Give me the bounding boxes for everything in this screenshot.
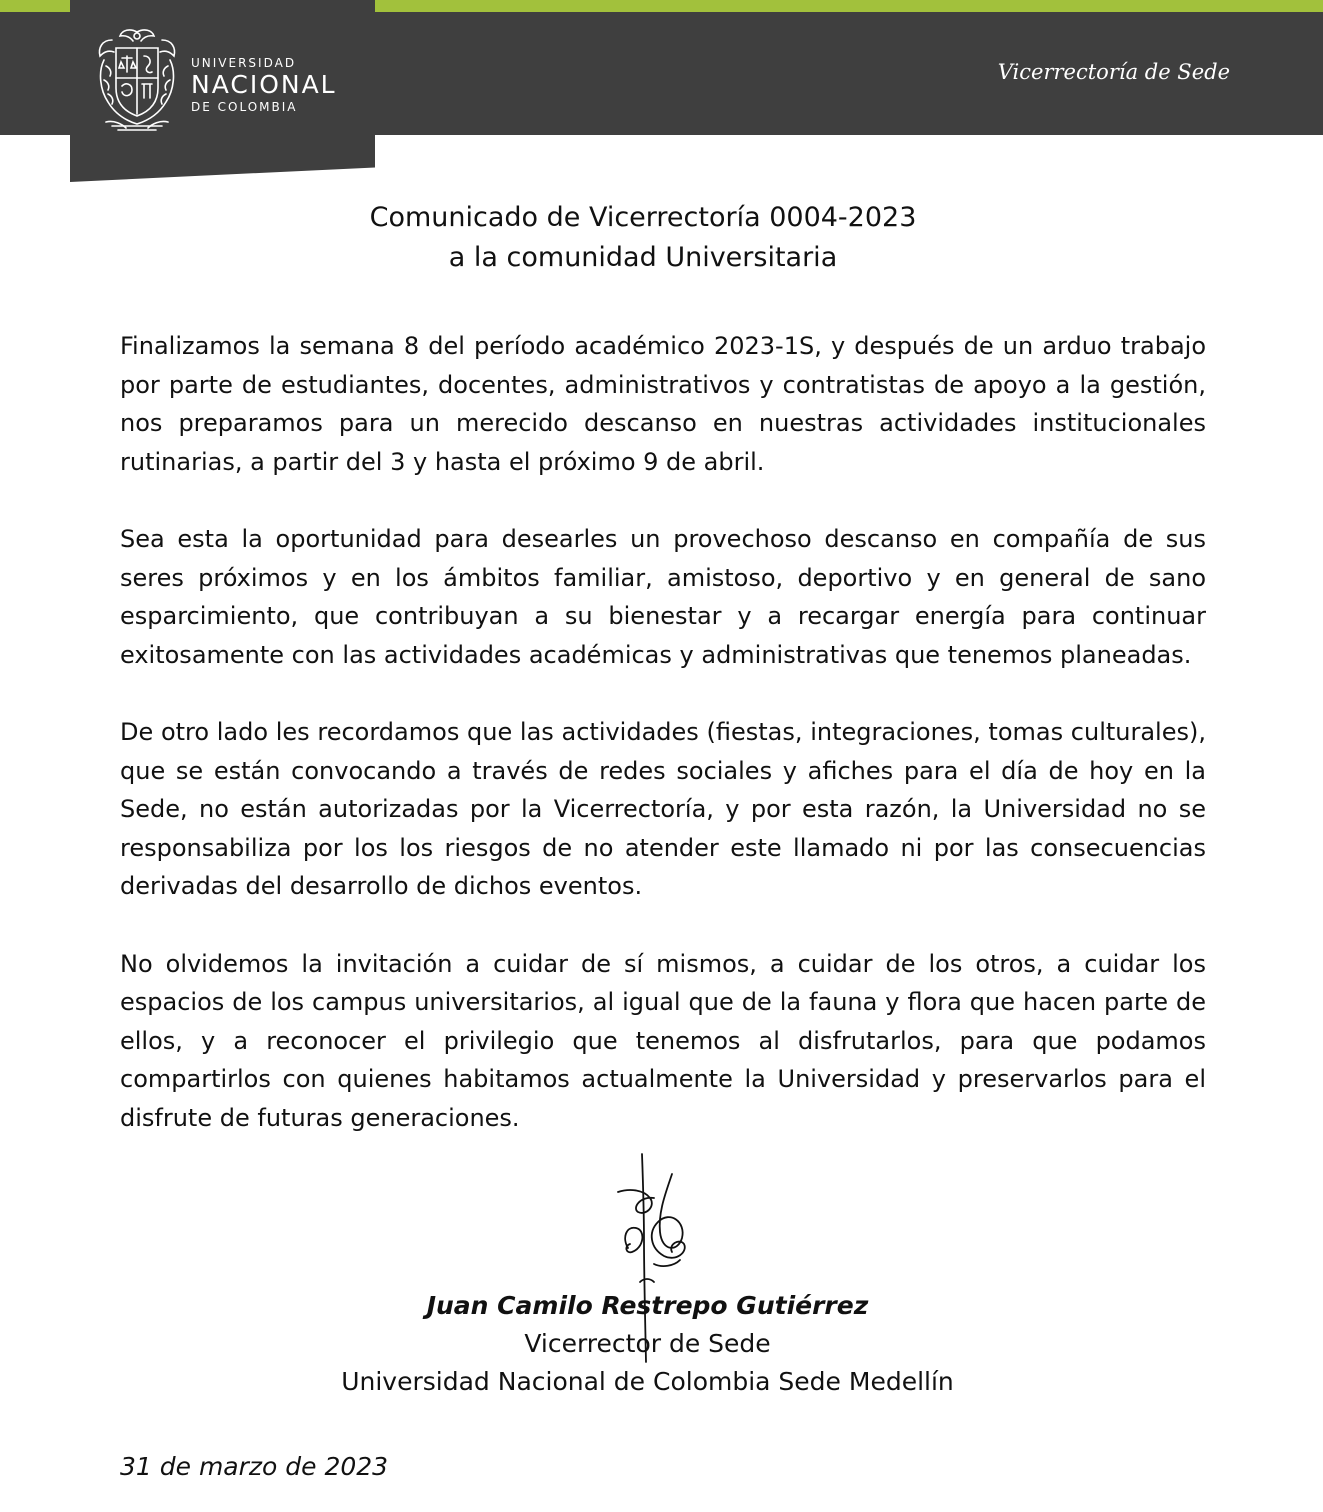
document-date: 31 de marzo de 2023 <box>120 1452 389 1481</box>
paragraph-4: No olvidemos la invitación a cuidar de sí mismos, a cuidar de los otros, a cuidar los espacios de los campus universitarios, al igual que de la fauna y flora que hacen parte de ellos, y a reconocer el privilegio que tenemos al disfrutarlos, para que podamos compartirlos con quienes habitamos actualmente la Universidad y preservarlos para el disfrute de futuras generaciones. <box>120 949 1206 1132</box>
university-crest-icon <box>92 26 182 138</box>
title-line-2: a la comunidad Universitaria <box>448 242 838 273</box>
signer-institution: Universidad Nacional de Colombia Sede Medellín <box>341 1367 954 1396</box>
logo-line-nacional: NACIONAL <box>191 70 337 99</box>
logo-line-colombia: DE COLOMBIA <box>191 100 298 114</box>
document-body <box>120 327 1206 1176</box>
signer-name: Juan Camilo Restrepo Gutiérrez <box>426 1291 869 1320</box>
logo-wordmark <box>191 55 337 115</box>
logo-line-university: UNIVERSIDAD <box>191 56 297 70</box>
signer-title: Vicerrector de Sede <box>524 1329 771 1358</box>
paragraph-2: Sea esta la oportunidad para desearles un provechoso descanso en compañía de sus seres próximos y en los ámbitos familiar, amistoso, deportivo y en general de sano esparcimiento, que contribuyan a su bienestar y a recargar energía para continuar exitosamente con las actividades académicas y administrativas que tenemos planeadas. <box>120 525 1206 669</box>
title-line-1: Comunicado de Vicerrectoría 0004-2023 <box>369 202 917 233</box>
unit-name: Vicerrectoría de Sede <box>997 60 1230 84</box>
signer-block <box>0 1287 1295 1401</box>
paragraph-1: Finalizamos la semana 8 del período académico 2023-1S, y después de un arduo trabajo por parte de estudiantes, docentes, administrativos y contratistas de apoyo a la gestión, nos preparamos para un merecido descanso en nuestras actividades institucionales rutinarias, a partir del 3 y hasta el próximo 9 de abril. <box>120 332 1206 476</box>
document-title <box>0 198 1286 278</box>
paragraph-3: De otro lado les recordamos que las actividades (fiestas, integraciones, tomas culturales), que se están convocando a través de redes sociales y afiches para el día de hoy en la Sede, no están autorizadas por la Vicerrectoría, y por esta razón, la Universidad no se responsabiliza por los los riesgos de no atender este llamado ni por las consecuencias derivadas del desarrollo de dichos eventos. <box>120 718 1206 900</box>
